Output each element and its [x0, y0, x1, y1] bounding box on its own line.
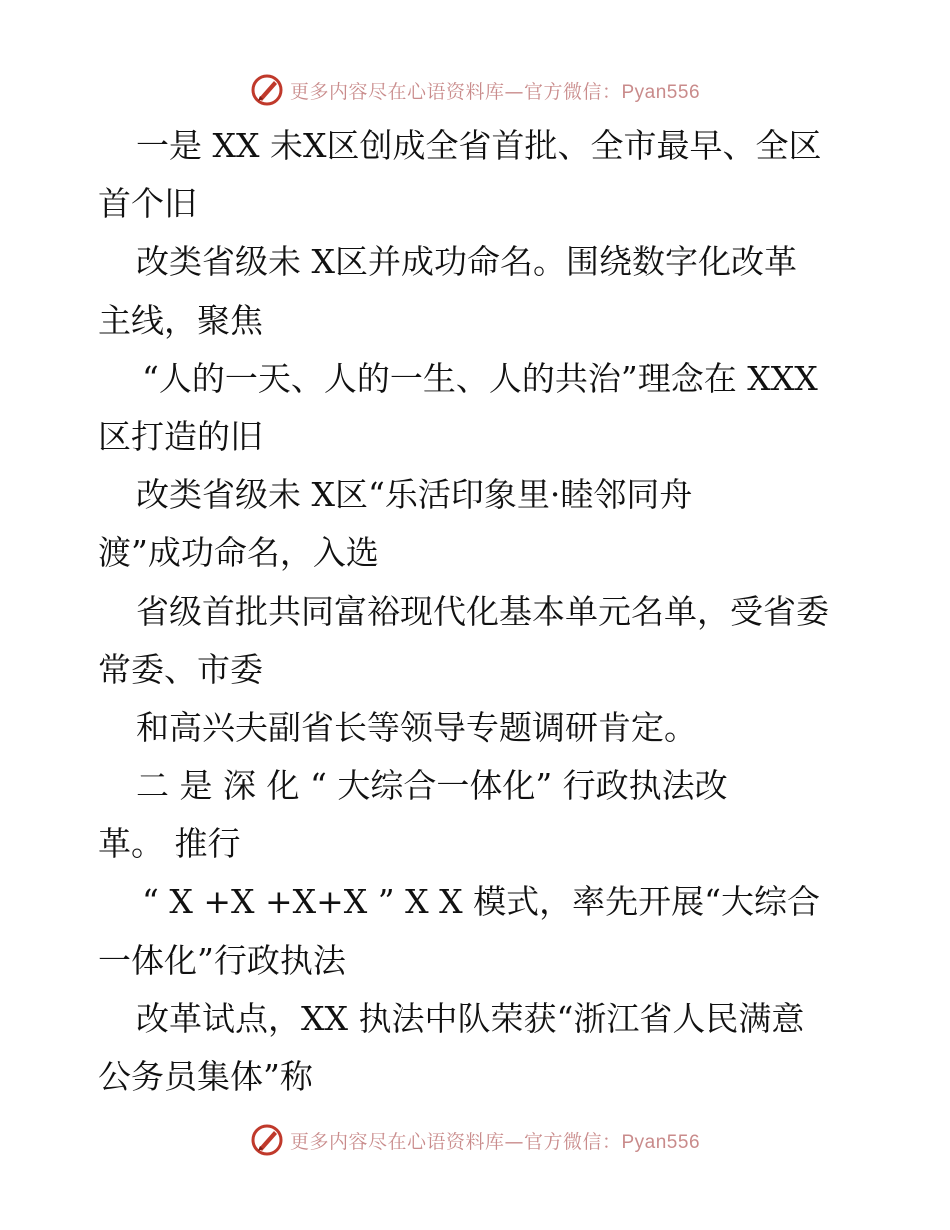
header-watermark [0, 70, 950, 110]
text-line: 革。 推行 [98, 824, 241, 864]
text-line: 一是 XX 未X区创成全省首批、全市最早、全区 [136, 126, 822, 165]
watermark-text: 更多内容尽在心语资料库—官方微信：Pyan556 [289, 1130, 701, 1153]
watermark-text: 更多内容尽在心语资料库—官方微信：Pyan556 [289, 80, 701, 103]
text-line: 省级首批共同富裕现代化基本单元名单，受省委 [136, 591, 829, 631]
pen-logo-icon [250, 73, 284, 107]
footer-watermark [0, 1120, 950, 1160]
text-line: “人的一天、人的一生、人的共治”理念在 XXX [142, 358, 818, 398]
document-body [98, 117, 858, 1106]
text-line: 渡”成功命名，入选 [98, 533, 379, 573]
text-line: 改革试点，XX 执法中队荣获“浙江省人民满意 [136, 998, 805, 1038]
text-line: 区打造的旧 [98, 416, 263, 456]
text-line: 改类省级未 X区并成功命名。围绕数字化改革 [136, 242, 797, 282]
text-line: 一体化”行政执法 [98, 940, 346, 980]
text-line: 首个旧 [98, 184, 197, 224]
text-line: 改类省级未 X区“乐活印象里·睦邻同舟 [136, 475, 693, 515]
text-line: 主线，聚焦 [98, 300, 263, 340]
text-line: “ X +X +X+X ” X X 模式，率先开展“大综合 [142, 882, 820, 922]
text-line: 常委、市委 [98, 649, 263, 689]
pen-logo-icon [250, 1123, 284, 1157]
text-line: 公务员集体”称 [98, 1057, 313, 1096]
text-line: 和高兴夫副省长等领导专题调研肯定。 [136, 707, 697, 747]
text-line: 二 是 深 化 “ 大综合一体化” 行政执法改 [136, 766, 728, 806]
